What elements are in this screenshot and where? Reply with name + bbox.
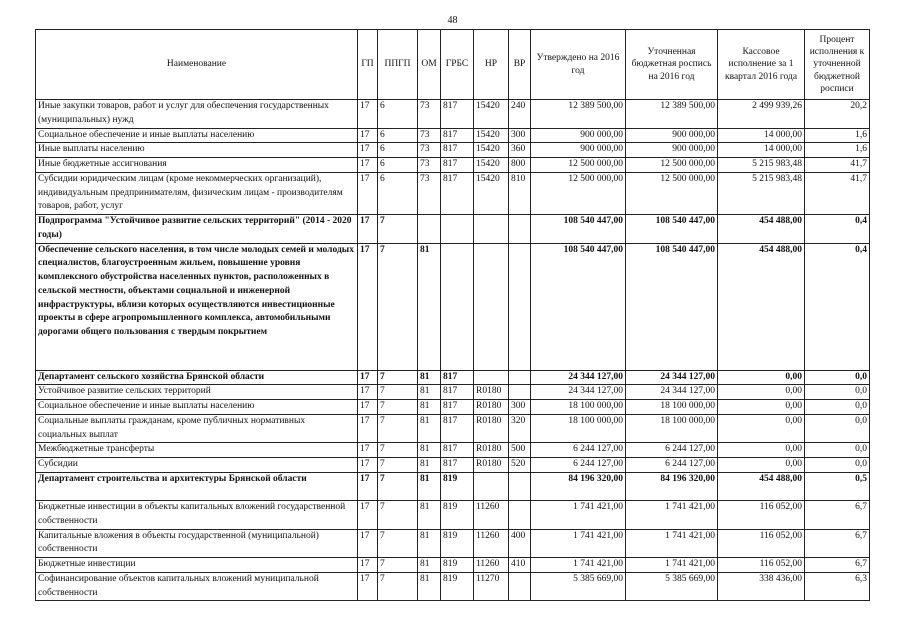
- cell-grbs: 817: [441, 100, 474, 129]
- cell-percent: 1,6: [805, 143, 870, 158]
- table-row: [36, 143, 870, 158]
- cell-refined: 1 741 421,00: [626, 529, 718, 558]
- cell-name: Иные выплаты населению: [36, 143, 358, 158]
- cell-grbs: [441, 215, 474, 244]
- cell-gp: 17: [358, 172, 378, 214]
- cell-gp: 17: [358, 100, 378, 129]
- cell-gp: 17: [358, 443, 378, 458]
- cell-cash: 0,00: [718, 443, 805, 458]
- column-header-grbs: ГРБС: [441, 30, 474, 100]
- cell-cash: 454 488,00: [718, 243, 805, 370]
- cell-ppgp: 7: [378, 458, 418, 473]
- cell-name: Социальные выплаты гражданам, кроме публичных нормативных социальных выплат: [36, 414, 358, 443]
- cell-refined: 108 540 447,00: [626, 215, 718, 244]
- cell-approved: 24 344 127,00: [531, 370, 626, 385]
- cell-grbs: 819: [441, 572, 474, 601]
- cell-nr: 15420: [474, 100, 509, 129]
- column-header-ppgp: ППГП: [378, 30, 418, 100]
- cell-percent: 41,7: [805, 172, 870, 214]
- cell-refined: 24 344 127,00: [626, 385, 718, 400]
- cell-name: Иные закупки товаров, работ и услуг для обеспечения государственных (муниципальных) нужд: [36, 100, 358, 129]
- cell-nr: 11260: [474, 529, 509, 558]
- table-row: [36, 501, 870, 530]
- table-row: [36, 414, 870, 443]
- cell-gp: 17: [358, 158, 378, 173]
- cell-percent: 0,0: [805, 458, 870, 473]
- cell-om: 81: [418, 558, 441, 573]
- cell-vr: 800: [509, 158, 531, 173]
- cell-ppgp: 6: [378, 158, 418, 173]
- cell-approved: 18 100 000,00: [531, 414, 626, 443]
- column-header-refined: Уточненная бюджетная роспись на 2016 год: [626, 30, 718, 100]
- column-header-approved: Утверждено на 2016 год: [531, 30, 626, 100]
- cell-name: Иные бюджетные ассигнования: [36, 158, 358, 173]
- cell-approved: 5 385 669,00: [531, 572, 626, 601]
- cell-refined: 24 344 127,00: [626, 370, 718, 385]
- cell-om: 81: [418, 370, 441, 385]
- cell-percent: 20,2: [805, 100, 870, 129]
- cell-gp: 17: [358, 385, 378, 400]
- cell-refined: 18 100 000,00: [626, 400, 718, 415]
- cell-om: 81: [418, 572, 441, 601]
- table-row: [36, 128, 870, 143]
- cell-refined: 1 741 421,00: [626, 501, 718, 530]
- cell-om: 73: [418, 100, 441, 129]
- cell-grbs: 817: [441, 458, 474, 473]
- cell-nr: 11260: [474, 501, 509, 530]
- cell-ppgp: 7: [378, 414, 418, 443]
- cell-gp: 17: [358, 473, 378, 501]
- cell-approved: 12 500 000,00: [531, 172, 626, 214]
- cell-nr: [474, 215, 509, 244]
- budget-execution-table: [35, 29, 870, 601]
- cell-vr: 240: [509, 100, 531, 129]
- cell-refined: 108 540 447,00: [626, 243, 718, 370]
- cell-name: Субсидии юридическим лицам (кроме некоммерческих организаций), индивидуальным предпринимателям, физическим лицам - производителям товаров, работ, услуг: [36, 172, 358, 214]
- cell-name: Подпрограмма "Устойчивое развитие сельских территорий" (2014 - 2020 годы): [36, 215, 358, 244]
- cell-vr: [509, 501, 531, 530]
- cell-ppgp: 6: [378, 100, 418, 129]
- cell-approved: 24 344 127,00: [531, 385, 626, 400]
- cell-percent: 0,4: [805, 215, 870, 244]
- cell-percent: 1,6: [805, 128, 870, 143]
- cell-vr: [509, 215, 531, 244]
- cell-nr: 15420: [474, 158, 509, 173]
- cell-percent: 0,0: [805, 370, 870, 385]
- cell-om: 81: [418, 243, 441, 370]
- cell-ppgp: 7: [378, 473, 418, 501]
- cell-om: 73: [418, 128, 441, 143]
- cell-approved: 12 389 500,00: [531, 100, 626, 129]
- cell-cash: 0,00: [718, 414, 805, 443]
- table-row: [36, 473, 870, 501]
- table-row: [36, 385, 870, 400]
- cell-ppgp: 7: [378, 215, 418, 244]
- cell-nr: [474, 243, 509, 370]
- cell-gp: 17: [358, 558, 378, 573]
- table-row: [36, 215, 870, 244]
- cell-om: 73: [418, 143, 441, 158]
- cell-vr: 410: [509, 558, 531, 573]
- table-row: [36, 529, 870, 558]
- cell-approved: 12 500 000,00: [531, 158, 626, 173]
- cell-ppgp: 6: [378, 143, 418, 158]
- cell-name: Социальное обеспечение и иные выплаты населению: [36, 128, 358, 143]
- cell-percent: 0,4: [805, 243, 870, 370]
- table-row: [36, 572, 870, 601]
- cell-nr: 15420: [474, 128, 509, 143]
- cell-nr: 11260: [474, 558, 509, 573]
- table-row: [36, 243, 870, 370]
- cell-nr: R0180: [474, 458, 509, 473]
- cell-cash: 116 052,00: [718, 529, 805, 558]
- cell-gp: 17: [358, 400, 378, 415]
- cell-vr: 300: [509, 128, 531, 143]
- cell-gp: 17: [358, 370, 378, 385]
- cell-gp: 17: [358, 143, 378, 158]
- column-header-percent: Процент исполнения к уточненной бюджетной росписи: [805, 30, 870, 100]
- cell-cash: 5 215 983,48: [718, 172, 805, 214]
- table-row: [36, 458, 870, 473]
- cell-vr: 810: [509, 172, 531, 214]
- cell-name: Бюджетные инвестиции в объекты капитальных вложений государственной собственности: [36, 501, 358, 530]
- cell-ppgp: 7: [378, 529, 418, 558]
- cell-approved: 6 244 127,00: [531, 458, 626, 473]
- page-number: 48: [447, 15, 458, 26]
- column-header-cash: Кассовое исполнение за 1 квартал 2016 года: [718, 30, 805, 100]
- cell-percent: 0,0: [805, 443, 870, 458]
- cell-name: Обеспечение сельского населения, в том числе молодых семей и молодых специалистов, благоустроенным жильем, повышение уровня комплексного обустройства населенных пунктов, расположенных в сельской местности, объектами социальной и инженерной инфраструктуры, вблизи которых осуществляются инвестиционные проекты в сфере агропромышленного комплекса, автомобильными дорогами общего пользования с твердым покрытием: [36, 243, 358, 370]
- cell-om: 81: [418, 529, 441, 558]
- cell-grbs: 819: [441, 501, 474, 530]
- cell-percent: 6,3: [805, 572, 870, 601]
- cell-vr: 500: [509, 443, 531, 458]
- cell-refined: 900 000,00: [626, 128, 718, 143]
- table-header-row: [36, 30, 870, 100]
- cell-approved: 108 540 447,00: [531, 243, 626, 370]
- cell-ppgp: 7: [378, 501, 418, 530]
- cell-grbs: 817: [441, 158, 474, 173]
- cell-percent: 0,5: [805, 473, 870, 501]
- cell-om: 73: [418, 158, 441, 173]
- cell-ppgp: 7: [378, 385, 418, 400]
- cell-approved: 1 741 421,00: [531, 558, 626, 573]
- cell-om: 81: [418, 385, 441, 400]
- cell-grbs: 817: [441, 128, 474, 143]
- cell-cash: 2 499 939,26: [718, 100, 805, 129]
- table-row: [36, 443, 870, 458]
- cell-cash: 14 000,00: [718, 128, 805, 143]
- table-row: [36, 370, 870, 385]
- cell-grbs: 819: [441, 529, 474, 558]
- cell-cash: 14 000,00: [718, 143, 805, 158]
- column-header-nr: НР: [474, 30, 509, 100]
- cell-nr: R0180: [474, 443, 509, 458]
- cell-vr: [509, 370, 531, 385]
- cell-grbs: 817: [441, 414, 474, 443]
- cell-refined: 1 741 421,00: [626, 558, 718, 573]
- cell-nr: 11270: [474, 572, 509, 601]
- cell-om: 81: [418, 443, 441, 458]
- cell-refined: 6 244 127,00: [626, 458, 718, 473]
- cell-om: 81: [418, 400, 441, 415]
- cell-name: Межбюджетные трансферты: [36, 443, 358, 458]
- cell-approved: 18 100 000,00: [531, 400, 626, 415]
- cell-name: Бюджетные инвестиции: [36, 558, 358, 573]
- column-header-om: ОМ: [418, 30, 441, 100]
- cell-grbs: 817: [441, 400, 474, 415]
- cell-cash: 0,00: [718, 400, 805, 415]
- cell-ppgp: 7: [378, 370, 418, 385]
- cell-cash: 0,00: [718, 385, 805, 400]
- cell-gp: 17: [358, 458, 378, 473]
- cell-grbs: 819: [441, 473, 474, 501]
- cell-refined: 12 500 000,00: [626, 172, 718, 214]
- column-header-vr: ВР: [509, 30, 531, 100]
- cell-name: Субсидии: [36, 458, 358, 473]
- cell-om: 73: [418, 172, 441, 214]
- cell-vr: [509, 572, 531, 601]
- cell-cash: 454 488,00: [718, 215, 805, 244]
- cell-percent: 6,7: [805, 501, 870, 530]
- cell-percent: 6,7: [805, 558, 870, 573]
- cell-ppgp: 6: [378, 128, 418, 143]
- cell-om: 81: [418, 501, 441, 530]
- cell-nr: 15420: [474, 143, 509, 158]
- cell-vr: [509, 243, 531, 370]
- cell-approved: 6 244 127,00: [531, 443, 626, 458]
- table-row: [36, 100, 870, 129]
- cell-approved: 1 741 421,00: [531, 501, 626, 530]
- cell-approved: 84 196 320,00: [531, 473, 626, 501]
- cell-om: [418, 215, 441, 244]
- cell-cash: 0,00: [718, 458, 805, 473]
- table-row: [36, 400, 870, 415]
- cell-grbs: 817: [441, 172, 474, 214]
- table-row: [36, 558, 870, 573]
- cell-approved: 1 741 421,00: [531, 529, 626, 558]
- cell-grbs: 817: [441, 443, 474, 458]
- cell-gp: 17: [358, 128, 378, 143]
- cell-percent: 6,7: [805, 529, 870, 558]
- cell-refined: 84 196 320,00: [626, 473, 718, 501]
- table-body: [36, 100, 870, 601]
- cell-vr: 360: [509, 143, 531, 158]
- cell-cash: 454 488,00: [718, 473, 805, 501]
- cell-refined: 12 389 500,00: [626, 100, 718, 129]
- cell-vr: [509, 473, 531, 501]
- cell-gp: 17: [358, 572, 378, 601]
- cell-cash: 338 436,00: [718, 572, 805, 601]
- cell-gp: 17: [358, 414, 378, 443]
- cell-ppgp: 7: [378, 443, 418, 458]
- cell-ppgp: 7: [378, 572, 418, 601]
- cell-om: 81: [418, 473, 441, 501]
- cell-nr: 15420: [474, 172, 509, 214]
- cell-approved: 900 000,00: [531, 128, 626, 143]
- cell-vr: [509, 385, 531, 400]
- cell-gp: 17: [358, 501, 378, 530]
- cell-ppgp: 7: [378, 243, 418, 370]
- cell-grbs: 817: [441, 143, 474, 158]
- cell-nr: R0180: [474, 400, 509, 415]
- cell-ppgp: 7: [378, 400, 418, 415]
- cell-ppgp: 7: [378, 558, 418, 573]
- cell-grbs: [441, 243, 474, 370]
- cell-name: Департамент строительства и архитектуры Брянской области: [36, 473, 358, 501]
- cell-percent: 0,0: [805, 400, 870, 415]
- table-row: [36, 172, 870, 214]
- cell-vr: 400: [509, 529, 531, 558]
- column-header-gp: ГП: [358, 30, 378, 100]
- cell-cash: 0,00: [718, 370, 805, 385]
- cell-nr: [474, 473, 509, 501]
- cell-vr: 300: [509, 400, 531, 415]
- cell-grbs: 817: [441, 385, 474, 400]
- cell-gp: 17: [358, 529, 378, 558]
- cell-refined: 12 500 000,00: [626, 158, 718, 173]
- cell-grbs: 819: [441, 558, 474, 573]
- cell-name: Департамент сельского хозяйства Брянской области: [36, 370, 358, 385]
- cell-name: Устойчивое развитие сельских территорий: [36, 385, 358, 400]
- cell-grbs: 817: [441, 370, 474, 385]
- cell-nr: [474, 370, 509, 385]
- cell-ppgp: 6: [378, 172, 418, 214]
- cell-refined: 5 385 669,00: [626, 572, 718, 601]
- cell-refined: 6 244 127,00: [626, 443, 718, 458]
- cell-name: Капитальные вложения в объекты государственной (муниципальной) собственности: [36, 529, 358, 558]
- cell-cash: 116 052,00: [718, 558, 805, 573]
- cell-percent: 41,7: [805, 158, 870, 173]
- cell-approved: 900 000,00: [531, 143, 626, 158]
- cell-cash: 5 215 983,48: [718, 158, 805, 173]
- cell-om: 81: [418, 458, 441, 473]
- cell-cash: 116 052,00: [718, 501, 805, 530]
- cell-vr: 320: [509, 414, 531, 443]
- cell-name: Софинансирование объектов капитальных вложений муниципальной собственности: [36, 572, 358, 601]
- cell-nr: R0180: [474, 385, 509, 400]
- cell-approved: 108 540 447,00: [531, 215, 626, 244]
- cell-percent: 0,0: [805, 385, 870, 400]
- cell-refined: 18 100 000,00: [626, 414, 718, 443]
- cell-name: Социальное обеспечение и иные выплаты населению: [36, 400, 358, 415]
- cell-gp: 17: [358, 243, 378, 370]
- table-row: [36, 158, 870, 173]
- cell-vr: 520: [509, 458, 531, 473]
- cell-nr: R0180: [474, 414, 509, 443]
- column-header-name: Наименование: [36, 30, 358, 100]
- cell-gp: 17: [358, 215, 378, 244]
- cell-om: 81: [418, 414, 441, 443]
- cell-percent: 0,0: [805, 414, 870, 443]
- cell-refined: 900 000,00: [626, 143, 718, 158]
